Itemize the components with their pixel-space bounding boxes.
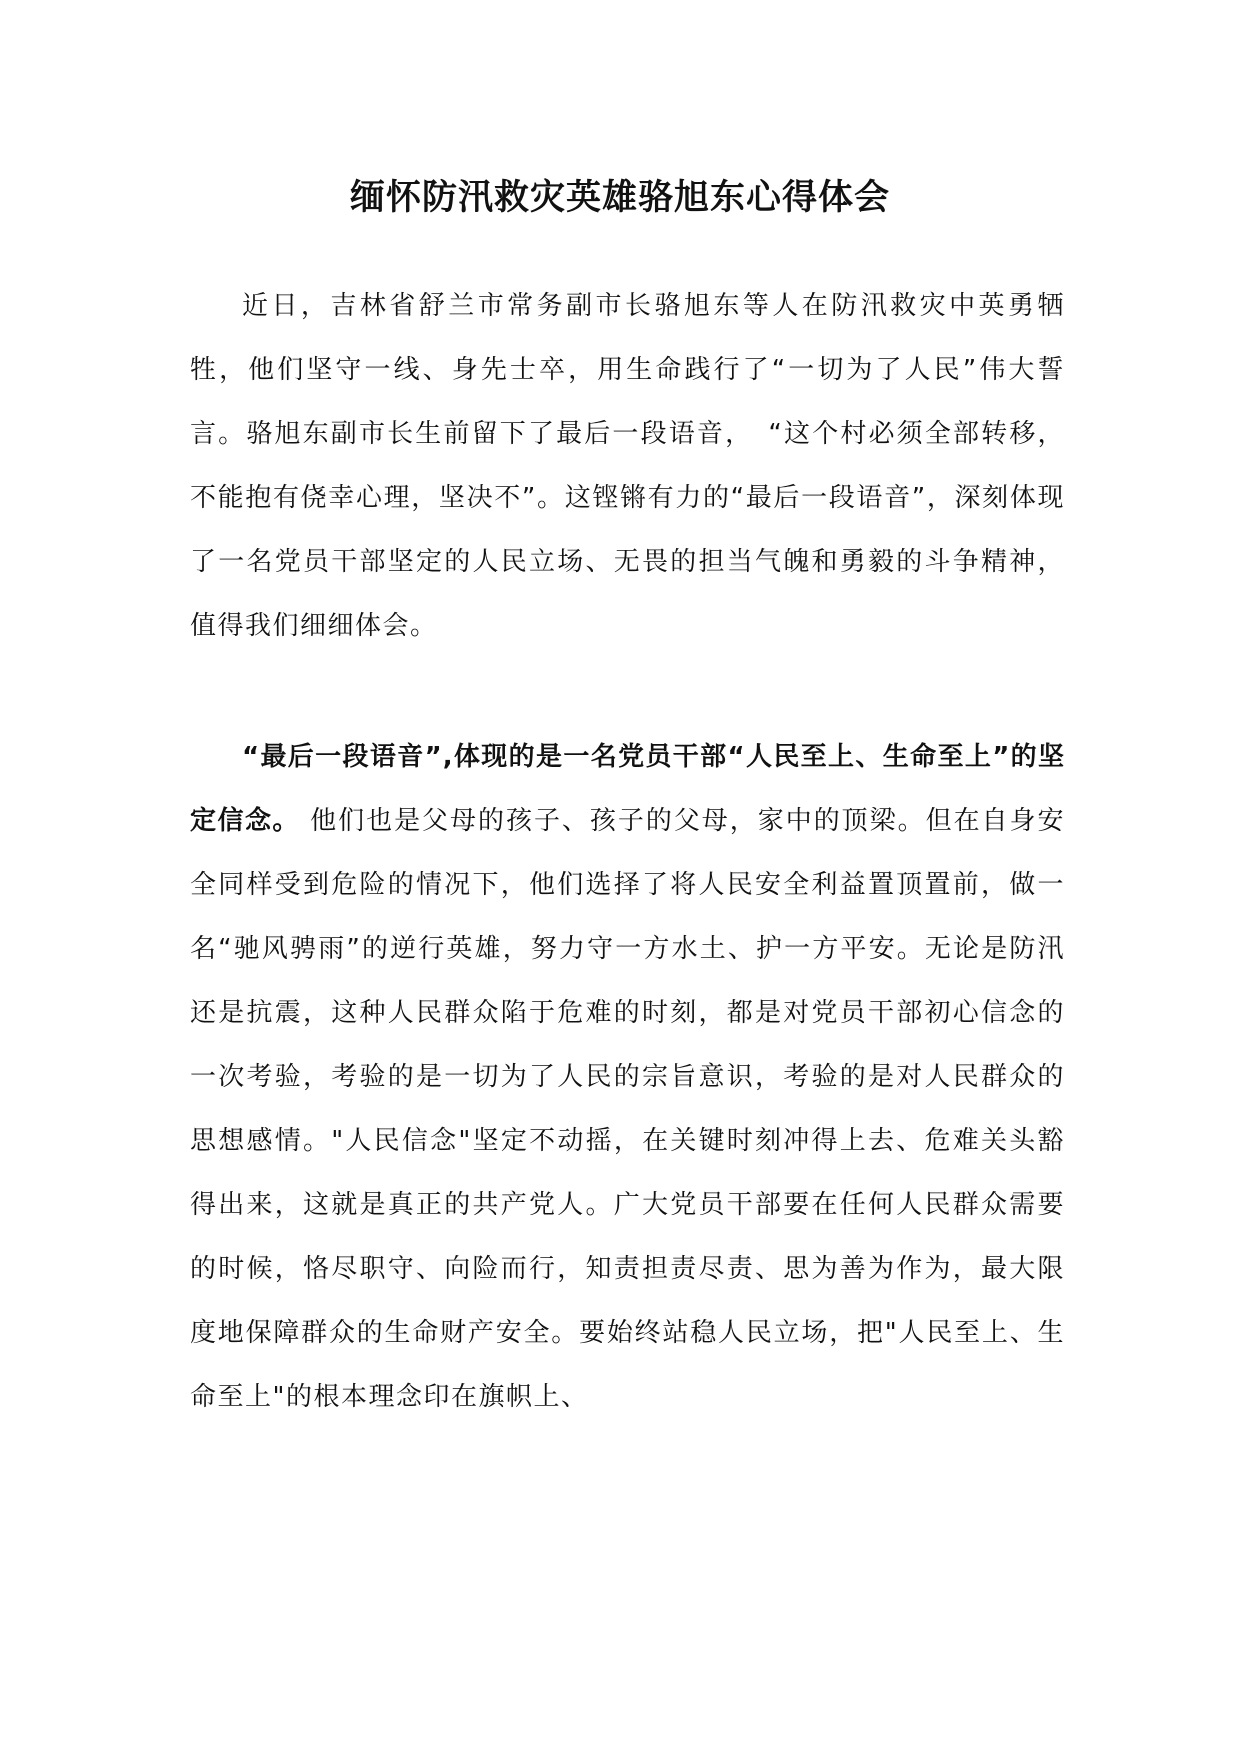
paragraph-intro-text: 近日，吉林省舒兰市常务副市长骆旭东等人在防汛救灾中英勇牺牲，他们坚守一线、身先士卒，用生命践行了“一切为了人民”伟大誓言。骆旭东副市长生前留下了最后一段语音， “这个村必须全部转移，不能抱有侥幸心理，坚决不”。这铿锵有力的“最后一段语音”，深刻体现了一名党员干部坚定的人民立场、无畏的担当气魄和勇毅的斗争精神，值得我们细细体会。 — [190, 291, 1065, 641]
paragraph-section-one — [190, 725, 1065, 1429]
paragraph-section-one-lead: “最后一段语音”,体现的是一名党员干部“人民至上、生命至上”的坚定信念。 — [190, 742, 1065, 836]
paragraph-section-one-text: 他们也是父母的孩子、孩子的父母，家中的顶梁。但在自身安全同样受到危险的情况下，他们选择了将人民安全利益置顶置前，做一名“驰风骋雨”的逆行英雄，努力守一方水土、护一方平安。无论是防汛还是抗震，这种人民群众陷于危难的时刻，都是对党员干部初心信念的一次考验，考验的是一切为了人民的宗旨意识，考验的是对人民群众的思想感情。"人民信念"坚定不动摇，在关键时刻冲得上去、危难关头豁得出来，这就是真正的共产党人。广大党员干部要在任何人民群众需要的时候，恪尽职守、向险而行，知责担责尽责、思为善为作为，最大限度地保障群众的生命财产安全。要始终站稳人民立场，把"人民至上、生命至上"的根本理念印在旗帜上、 — [190, 806, 1065, 1412]
document-title: 缅怀防汛救灾英雄骆旭东心得体会 — [349, 178, 890, 218]
paragraph-intro — [190, 274, 1065, 658]
